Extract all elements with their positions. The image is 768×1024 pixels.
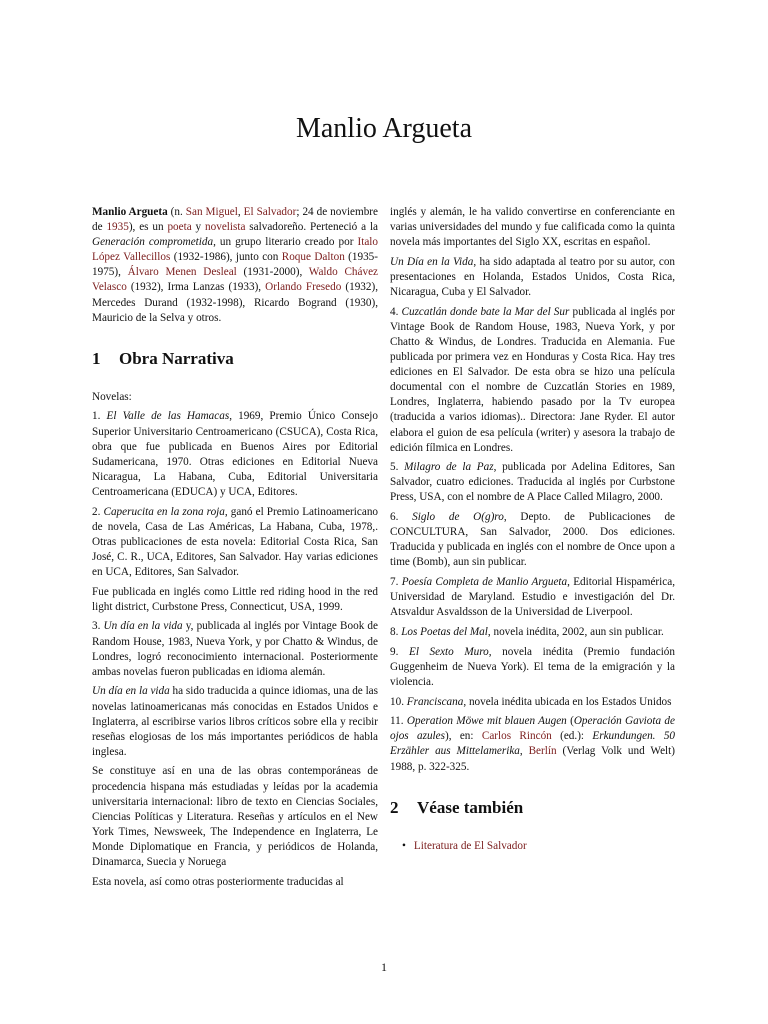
list-item [390, 460, 675, 505]
list-item [92, 505, 378, 580]
list-item [402, 839, 675, 854]
text: 5. [390, 461, 405, 474]
link-poeta[interactable]: poeta [167, 221, 192, 234]
text: , publicada por Adelina Editores, San Salvador, cuatro ediciones. Traducida al inglés por Curbstone Press, USA, con el nombre de A Place Called Milagro, 2000. [390, 461, 675, 504]
text: (1932), Irma Lanzas (1933), [126, 281, 266, 294]
work-title: Siglo de O(g)ro [412, 511, 504, 524]
link-novelista[interactable]: novelista [205, 221, 246, 234]
link-waldo-chavez[interactable]: Waldo Chávez Velasco [92, 266, 378, 294]
text: 10. [390, 695, 407, 708]
paragraph [390, 255, 675, 300]
text: , Depto. de Publicaciones de CONCULTURA, San Salvador, 2000. Dos ediciones. Traducida y publicada en inglés con el nombre de Once upon a time (Bomb), aun sin publicar. [390, 511, 675, 569]
text: , ganó el Premio Latinoamericano de novela, Casa de Las Américas, La Habana, Cuba, 1978,. Otras publicaciones de esta novela: Editorial Costa Rica, San José, C. R., UCA, Editores, San Salvador. Hay varias ediciones en UCA, Editores, San Salvador. [92, 505, 379, 578]
paragraph: Fue publicada en inglés como Little red riding hood in the red light district, Curbstone Press, Connecticut, USA, 1999. [92, 585, 378, 613]
paragraph [92, 684, 378, 759]
work-title: Milagro de la Paz [404, 461, 494, 474]
text: , novela inédita ubicada en los Estados Unidos [463, 695, 672, 708]
section-heading-vease-tambien [390, 798, 675, 818]
list-item [390, 305, 675, 456]
text: , [519, 745, 529, 758]
list-item [390, 695, 675, 710]
text: ; 24 de noviembre de [92, 206, 378, 234]
left-column [92, 205, 378, 894]
list-item [92, 409, 378, 500]
text: y [191, 221, 206, 234]
text: 1. [92, 410, 107, 423]
text: 7. [390, 576, 402, 589]
intro-paragraph [92, 205, 378, 326]
text: (1932), Mercedes Durand (1932-1998), Ricardo Bogrand (1930), Mauricio de la Selva y otros. [92, 281, 378, 324]
list-item [92, 619, 378, 679]
work-title: Operation Möwe mit blauen Augen [406, 715, 567, 728]
text: ha sido traducida a quince idiomas, una de las novelas latinoamericanas más conocidas en Estados Unidos e Inglaterra, al escribirse varios libros críticos sobre ella y recibir reseñas elogiosas de los más importantes periódicos de habla inglesa. [92, 685, 378, 758]
text: (Verlag Volk und Welt) 1988, p. 322-325. [390, 745, 675, 773]
section-title: Véase también [417, 797, 524, 817]
link-orlando-fresedo[interactable]: Orlando Fresedo [265, 281, 342, 294]
text: , [237, 206, 244, 218]
right-column [390, 205, 675, 854]
work-title: Erkundungen. 50 Erzähler aus Mittelamerika [390, 730, 676, 758]
subject-name: Manlio Argueta [92, 206, 168, 218]
work-title: El Valle de las Hamacas [106, 410, 230, 423]
link-literatura-el-salvador[interactable]: Literatura de El Salvador [413, 839, 527, 852]
text: publicada al inglés por Vintage Book de Random House, 1983, Nueva York, y por Chatto & Windus, de Londres. Traducida en Alemania. Fue publicada por primera vez en Honduras y Costa Rica. Hay tres ediciones en El Salvador. De esta obra se hizo una película documental con el nombre de Cuzcatlán Stories en 1989, Londres, Inglaterra, habiendo pasado por la Tv europea (traducida a varios idiomas).. Directora: Jane Ryder. El autor elabora el guion de esa película (writer) y asesora la trabajo de edición fílmica en Londres. [390, 305, 676, 454]
text: , ha sido adaptada al teatro por su autor, con presentaciones en Holanda, Estados Unidos, Costa Rica, Nicaragua, Cuba y El Salvador. [390, 255, 676, 299]
link-el-salvador[interactable]: El Salvador [243, 206, 297, 218]
text: , novela inédita (Premio fundación Guggenheim de Nueva York). El tema de la emigración y la violencia. [390, 645, 675, 688]
work-title: Operación Gaviota de ojos azules [390, 715, 675, 743]
text: 3. [92, 620, 104, 633]
paragraph: Esta novela, así como otras posteriormente traducidas al [92, 875, 344, 888]
section-title: Obra Narrativa [119, 348, 234, 368]
text: 11. [390, 715, 407, 728]
work-title: Cuzcatlán donde bate la Mar del Sur [401, 305, 570, 318]
text: ( [566, 715, 574, 728]
paragraph: inglés y alemán, le ha valido convertirse en conferenciante en varias universidades del mundo y fue calificada como la quinta novela más importantes del Siglo XX, escritas en español. [390, 206, 675, 249]
link-carlos-rincon[interactable]: Carlos Rincón [481, 730, 552, 743]
list-item [390, 714, 675, 774]
section-number: 1 [92, 348, 101, 368]
link-roque-dalton[interactable]: Roque Dalton [281, 251, 345, 264]
list-item [390, 575, 675, 620]
link-alvaro-menen[interactable]: Álvaro Menen Desleal [127, 266, 237, 279]
text: (ed.): [551, 730, 593, 743]
work-title: El Sexto Muro [408, 645, 489, 658]
text: (1931-2000), [236, 266, 309, 279]
italic-text: Generación comprometida [92, 236, 214, 249]
text: salvadoreño. Perteneció a la [245, 221, 379, 234]
text: 4. [390, 305, 402, 318]
text: 6. [390, 511, 413, 524]
list-item [390, 645, 675, 690]
see-also-list [390, 839, 675, 854]
page-number: 1 [381, 960, 387, 974]
work-title: Los Poetas del Mal [401, 626, 488, 638]
text: 9. [390, 645, 409, 658]
work-title: Poesía Completa de Manlio Argueta [401, 576, 568, 589]
link-berlin[interactable]: Berlín [528, 745, 557, 758]
work-title: Un día en la vida [92, 685, 170, 698]
work-title: Franciscana [406, 695, 464, 708]
page-title: Manlio Argueta [295, 113, 472, 144]
text: ), es un [128, 221, 168, 234]
list-item [390, 625, 675, 640]
novelas-label: Novelas: [92, 390, 132, 403]
section-number: 2 [390, 797, 399, 817]
work-title: Un día en la vida [103, 620, 183, 633]
text: , Editorial Hispaméricа, Universidad de Maryland. Estudio e investigación del Dr. Atsvaldur Asvaldsson de la Universidad de Liverpool. [390, 576, 675, 619]
text: , un grupo literario creado por [213, 236, 358, 249]
text: 8. [390, 626, 402, 638]
paragraph: Se constituye así en una de las obras contemporáneas de procedencia hispana más estudiadas y leídas por la academia universitaria internacional: libro de texto en Ciencias Sociales, Ciencias Políticas y Literatura. Reseñas y artículos en el New York Times, Newsweek, The Independence en Inglaterra, Le Monde Diplomatique en Francia, y periódicos de Holanda, Dinamarca, Suecia y Noruega [92, 765, 378, 869]
text: y, publicada al inglés por Vintage Book de Random House, 1983, Nueva York, y por Chatto & Windus, de Londres, logró reconocimiento internacional. Posteriormente ambas novelas fueron publicadas en idioma alemán. [92, 620, 378, 678]
list-item [390, 510, 675, 570]
link-1935[interactable]: 1935 [106, 221, 129, 234]
work-title: Caperucita en la zona roja [103, 505, 225, 518]
text: , novela inédita, 2002, aun sin publicar. [487, 626, 664, 638]
text: (1932-1986), junto con [170, 251, 282, 264]
text: (1935-1975), [92, 251, 379, 279]
text: ), en: [444, 730, 482, 743]
text: (n. [167, 206, 186, 218]
link-italo-lopez[interactable]: Italo López Vallecillos [92, 236, 378, 264]
work-title: Un Día en la Vida [390, 255, 474, 268]
text: 2. [92, 505, 104, 518]
section-heading-obra-narrativa [92, 349, 378, 369]
text: , 1969, Premio Único Consejo Superior Universitario Centroamericano (CSUCA), Costa Rica, obra que fue publicada en Buenos Aires por Editorial Sudamericana, 1970. Otras ediciones en Editorial Nueva Nicaragua, La Habana, Cuba, Editorial Universitaria Centroamericana (EDUCA) y UCA, Editores. [92, 410, 378, 498]
link-san-miguel[interactable]: San Miguel [185, 206, 238, 218]
